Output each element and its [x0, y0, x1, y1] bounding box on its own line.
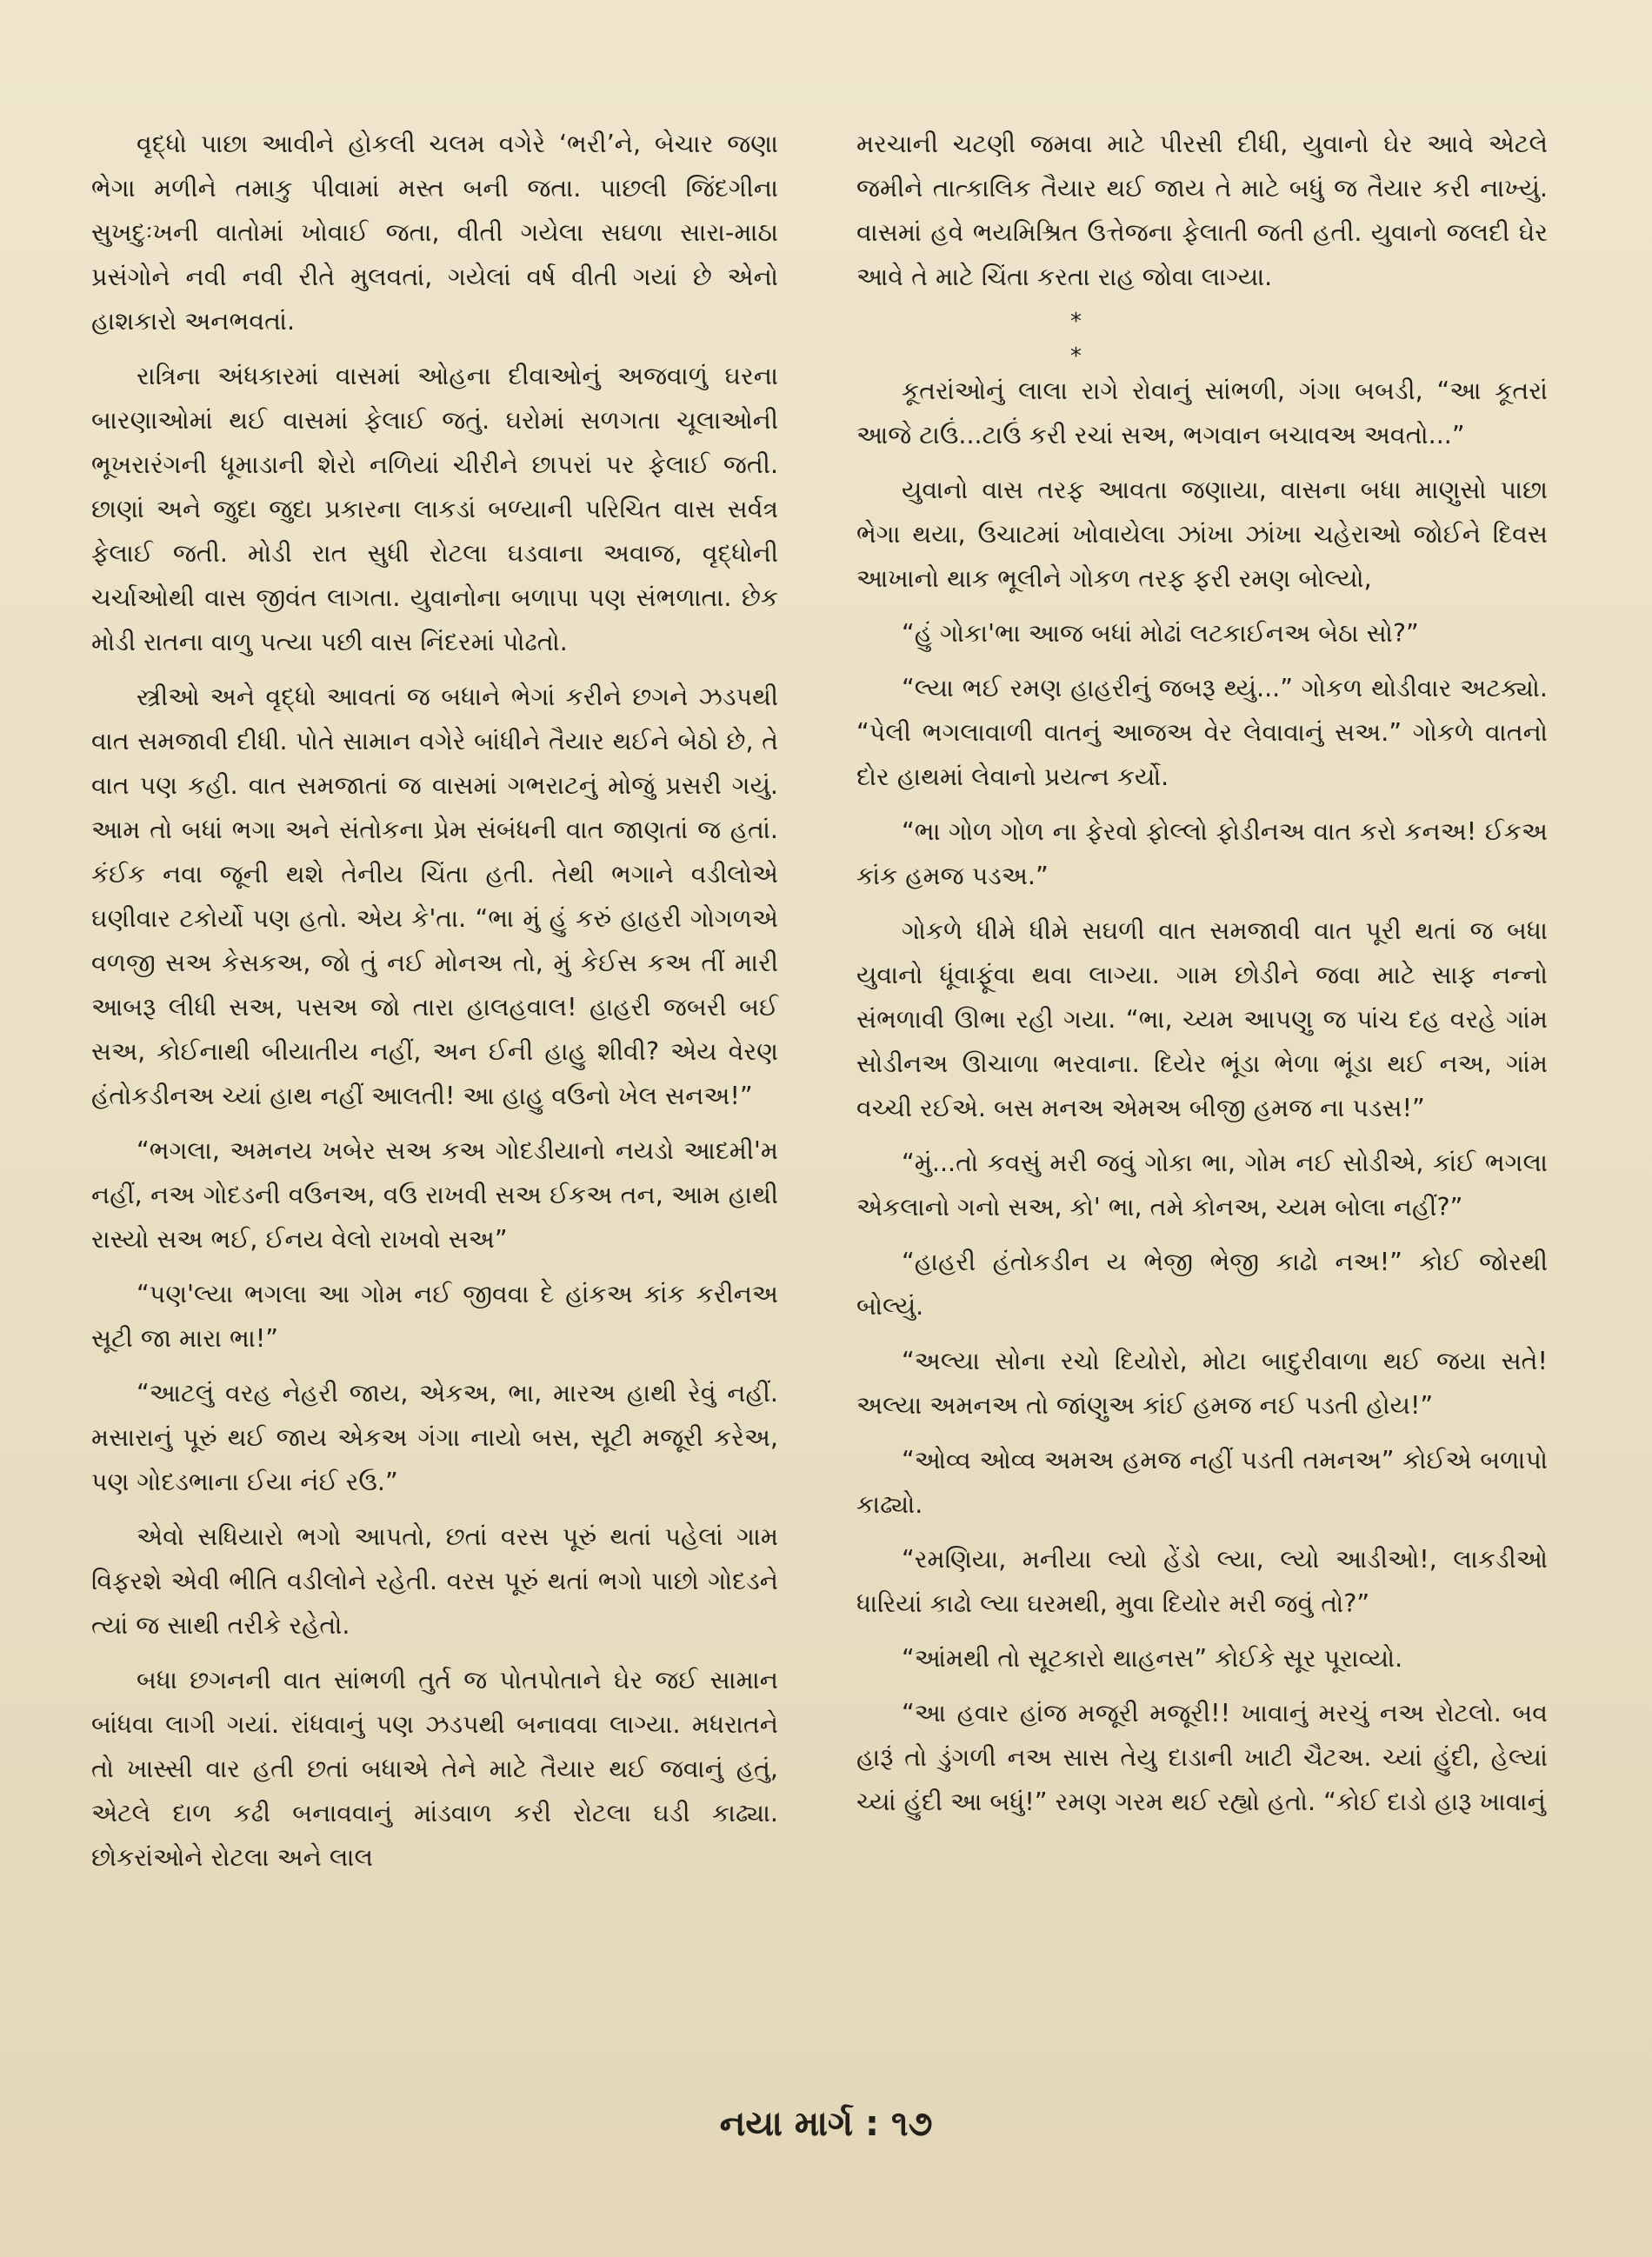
paragraph: “લ્યા ભઈ રમણ હાહરીનું જબરૂ થ્યું...” ગોકળ થોડીવાર અટક્યો. “પેલી ભગલાવાળી વાતનું આજઅ વેર લેવાવાનું સઅ.” ગોકળે વાતનો દોર હાથમાં લેવાનો પ્રયત્ન કર્યો.: [856, 674, 1548, 791]
paragraph: વૃદ્ધો પાછા આવીને હોકલી ચલમ વગેરે ‘ભરી’ને, બેચાર જણા ભેગા મળીને તમાકુ પીવામાં મસ્ત બની જતા. પાછલી જિંદગીના સુખદુઃખની વાતોમાં ખોવાઈ જતા, વીતી ગયેલા સઘળા સારા-માઠા પ્રસંગોને નવી નવી રીતે મુલવતાં, ગયેલાં વર્ષ વીતી ગયાં છે એનો હાશકારો અનભવતાં.: [91, 130, 778, 336]
paragraph: “રમણિયા, મનીયા લ્યો હેંડો લ્યા, લ્યો આડીઓ!, લાકડીઓ ધારિયાં કાઢો લ્યા ઘરમથી, મુવા દિયોર મરી જવું તો?”: [856, 1545, 1548, 1618]
paragraph: મરચાની ચટણી જમવા માટે પીરસી દીધી, યુવાનો ઘેર આવે એટલે જમીને તાત્કાલિક તૈયાર થઈ જાય તે માટે બધું જ તૈયાર કરી નાખ્યું. વાસમાં હવે ભયમિશ્રિત ઉત્તેજના ફેલાતી જતી હતી. યુવાનો જલદી ઘેર આવે તે માટે ચિંતા કરતા રાહ જોવા લાગ્યા.: [856, 130, 1548, 291]
paragraph: “મું...તો કવસું મરી જવું ગોકા ભા, ગોમ નઈ સોડીએ, કાંઈ ભગલા એકલાનો ગનો સઅ, કો' ભા, તમે કોનઅ, ચ્યમ બોલા નહીં?”: [856, 1148, 1548, 1222]
paragraph: “ભગલા, અમનય ખબેર સઅ કઅ ગોદડીયાનો નયડો આદમી'મ નહીં, નઅ ગોદડની વઉનઅ, વઉ રાખવી સઅ ઈકઅ તન, આમ હાથી રાસ્યો સઅ ભઈ, ઈનય વેલો રાખવો સઅ”: [91, 1136, 778, 1254]
section-separator: * *: [1070, 309, 1334, 370]
paragraph: “ભા ગોળ ગોળ ના ફેરવો ફોલ્લો ફોડીનઅ વાત કરો કનઅ! ઈકઅ કાંક હમજ પડઅ.”: [856, 817, 1548, 890]
paragraph: “આ હવાર હાંજ મજૂરી મજૂરી!! ખાવાનું મરચું નઅ રોટલો. બવ હારૂં તો ડુંગળી નઅ સાસ તેયુ દાડાની ખાટી ચૈટઅ. ચ્યાં હુંદી, હેલ્યાં ચ્યાં હુંદી આ બધું!” રમણ ગરમ થઈ રહ્યો હતો. “કોઈ દાડો હારૂ ખાવાનું: [856, 1699, 1548, 1816]
paragraph: ગોકળે ધીમે ધીમે સઘળી વાત સમજાવી વાત પૂરી થતાં જ બધા યુવાનો ધૂંવાફૂંવા થવા લાગ્યા. ગામ છોડીને જવા માટે સાફ નન્નો સંભળાવી ઊભા રહી ગયા. “ભા, ચ્યમ આપણુ જ પાંચ દહ વરહે ગાંમ સોડીનઅ ઊચાળા ભરવાના. દિયેર ભૂંડા ભેળા ભૂંડા થઈ નઅ, ગાંમ વચ્ચી રઈએ. બસ મનઅ એમઅ બીજી હમજ ના પડસ!”: [856, 916, 1548, 1122]
paragraph: રાત્રિના અંધકારમાં વાસમાં ઓહના દીવાઓનું અજવાળું ઘરના બારણાઓમાં થઈ વાસમાં ફેલાઈ જતું. ઘરોમાં સળગતા ચૂલાઓની ભૂખરારંગની ધૂમાડાની શેરો નળિયાં ચીરીને છાપરાં પર ફેલાઈ જતી. છાણાં અને જુદા જુદા પ્રકારના લાકડાં બળ્યાની પરિચિત વાસ સર્વત્ર ફેલાઈ જતી. મોડી રાત સુધી રોટલા ઘડવાના અવાજ, વૃદ્ધોની ચર્ચાઓથી વાસ જીવંત લાગતા. યુવાનોના બળાપા પણ સંભળાતા. છેક મોડી રાતના વાળુ પત્યા પછી વાસ નિંદરમાં પોઢતો.: [91, 362, 778, 656]
right-column: [856, 122, 1548, 1834]
paragraph: સ્ત્રીઓ અને વૃદ્ધો આવતાં જ બધાને ભેગાં કરીને છગને ઝડપથી વાત સમજાવી દીધી. પોતે સામાન વગેરે બાંધીને તૈયાર થઈને બેઠો છે, તે વાત પણ કહી. વાત સમજાતાં જ વાસમાં ગભરાટનું મોજું પ્રસરી ગયું. આમ તો બધાં ભગા અને સંતોકના પ્રેમ સંબંધની વાત જાણતાં જ હતાં. કંઈક નવા જૂની થશે તેનીય ચિંતા હતી. તેથી ભગાને વડીલોએ ઘણીવાર ટકોર્યો પણ હતો. એય કે'તા. “ભા મું હું કરું હાહરી ગોગળએ વળજી સઅ કેસકઅ, જો તું નઈ મોનઅ તો, મું કેઈસ કઅ તીં મારી આબરૂ લીધી સઅ, પસઅ જો તારા હાલહવાલ! હાહરી જબરી બઈ સઅ, કોઈનાથી બીયાતીય નહીં, અન ઈની હાહુ શીવી? એય વેરણ હંતોકડીનઅ ચ્યાં હાથ નહીં આલતી! આ હાહુ વઉનો ખેલ સનઅ!”: [91, 682, 778, 1110]
paragraph: “હું ગોકા'ભા આજ બધાં મોઢાં લટકાઈનઅ બેઠા સો?”: [902, 619, 1419, 648]
paragraph: “આટલું વરહ નેહરી જાય, એકઅ, ભા, મારઅ હાથી રેવું નહીં. મસારાનું પૂરું થઈ જાય એકઅ ગંગા નાયો બસ, સૂટી મજૂરી કરેઅ, પણ ગોદડભાના ઈયા નંઈ રઉ.”: [91, 1379, 778, 1496]
paragraph: એવો સધિયારો ભગો આપતો, છતાં વરસ પૂરું થતાં પહેલાં ગામ વિફરશે એવી ભીતિ વડીલોને રહેતી. વરસ પૂરું થતાં ભગો પાછો ગોદડને ત્યાં જ સાથી તરીકે રહેતો.: [91, 1522, 778, 1640]
paragraph: “પણ'લ્યા ભગલા આ ગોમ નઈ જીવવા દે હાંકઅ કાંક કરીનઅ સૂટી જા મારા ભા!”: [91, 1280, 778, 1353]
paragraph: “અલ્યા સોના રચો દિયોરો, મોટા બાદુરીવાળા થઈ જયા સતે! અલ્યા અમનઅ તો જાંણુઅ કાંઈ હમજ નઈ પડતી હોય!”: [856, 1347, 1548, 1420]
page-footer: નયા માર્ગ : ૧૭: [719, 2104, 933, 2144]
paragraph: “આંમથી તો સૂટકારો થાહનસ” કોઈકે સૂર પૂરાવ્યો.: [902, 1644, 1403, 1673]
paragraph: “ઓવ્વ ઓવ્વ અમઅ હમજ નહીં પડતી તમનઅ” કોઈએ બળાપો કાઢ્યો.: [856, 1446, 1548, 1519]
left-column: [91, 122, 778, 1890]
paragraph: બધા છગનની વાત સાંભળી તુર્ત જ પોતપોતાને ઘેર જઈ સામાન બાંધવા લાગી ગયાં. રાંધવાનું પણ ઝડપથી બનાવવા લાગ્યા. મધરાતને તો ખાસ્સી વાર હતી છતાં બધાએ તેને માટે તૈયાર થઈ જવાનું હતું, એટલે દાળ કઢી બનાવવાનું માંડવાળ કરી રોટલા ઘડી કાઢ્યા. છોકરાંઓને રોટલા અને લાલ: [91, 1666, 778, 1872]
paragraph: “હાહરી હંતોકડીન ય ભેજી ભેજી કાઢો નઅ!” કોઈ જોરથી બોલ્યું.: [856, 1248, 1548, 1321]
paragraph: યુવાનો વાસ તરફ આવતા જણાયા, વાસના બધા માણુસો પાછા ભેગા થયા, ઉચાટમાં ખોવાયેલા ઝાંખા ઝાંખા ચહેરાઓ જોઈને દિવસ આખાનો થાક ભૂલીને ગોકળ તરફ ફરી રમણ બોલ્યો,: [856, 476, 1548, 593]
paragraph: કૂતરાંઓનું લાલા રાગે રોવાનું સાંભળી, ગંગા બબડી, “આ કૂતરાં આજે ટાઉં...ટાઉં કરી રચાં સઅ, ભગવાન બચાવઅ અવતો...”: [856, 376, 1548, 449]
